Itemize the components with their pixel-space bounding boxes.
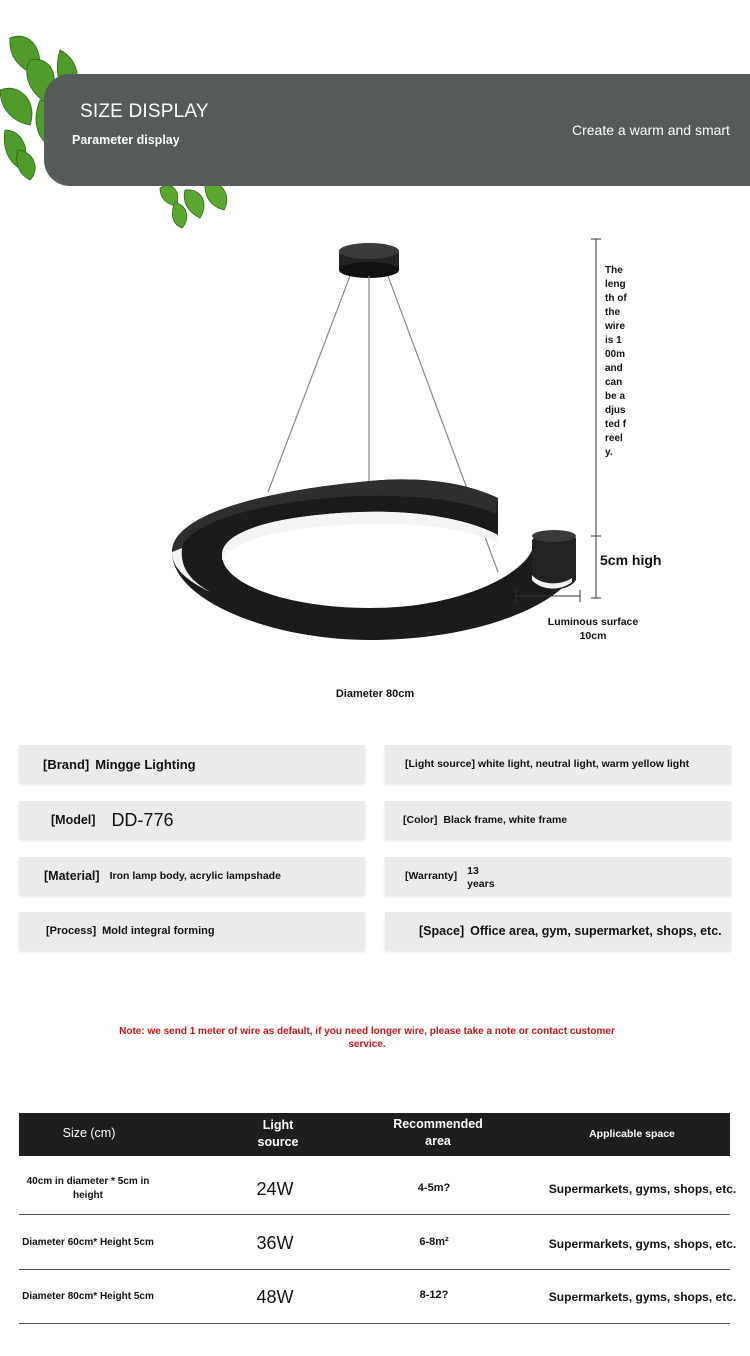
param-space-key: [Space] (419, 924, 465, 938)
param-color-key: [Color] (403, 814, 438, 826)
height-label: 5cm high (600, 552, 662, 568)
param-warranty-key: [Warranty] (405, 870, 458, 882)
param-space-value: Office area, gym, supermarket, shops, etc. (470, 924, 722, 938)
param-process (19, 912, 365, 950)
table-row-1-size: 40cm in diameter * 5cm in height (26, 1176, 150, 1201)
table-header-space: Applicable space (589, 1128, 675, 1140)
param-process-key: [Process] (46, 925, 97, 937)
table-row-3-power: 48W (256, 1287, 294, 1307)
param-light-source (385, 745, 731, 783)
param-light-source-text (405, 758, 689, 770)
param-space (385, 912, 731, 950)
luminous-surface-title: Luminous surface (547, 616, 639, 628)
param-light-source-key: [Light source] (405, 758, 475, 770)
banner-tagline: Create a warm and smart (572, 122, 730, 138)
banner-title: SIZE DISPLAY (80, 101, 209, 122)
luminous-surface-label (547, 615, 639, 643)
table-row-2-space: Supermarkets, gyms, shops, etc. (548, 1237, 737, 1251)
param-brand (19, 745, 365, 783)
table-row-1-space: Supermarkets, gyms, shops, etc. (548, 1182, 737, 1196)
table-row-2-area: 6-8m² (419, 1236, 449, 1248)
table-header-size: Size (cm) (62, 1126, 116, 1140)
param-process-value: Mold integral forming (102, 925, 215, 937)
param-material (19, 857, 365, 895)
table-header-light-source: Light source (257, 1118, 299, 1149)
table-row-2-size: Diameter 60cm* Height 5cm (22, 1237, 154, 1248)
table-row-3-area: 8-12? (419, 1289, 449, 1301)
param-brand-key: [Brand] (43, 756, 90, 772)
param-brand-value: Mingge Lighting (95, 756, 196, 772)
luminous-surface-value: 10cm (579, 630, 607, 642)
lamp-illustration (160, 230, 600, 650)
table-row-1-area: 4-5m? (417, 1182, 451, 1194)
param-material-value: Iron lamp body, acrylic lampshade (109, 870, 281, 882)
param-color (385, 801, 731, 839)
table-row-divider (19, 1269, 730, 1270)
param-warranty (385, 857, 731, 895)
param-model (19, 801, 365, 839)
param-color-value: Black frame, white frame (443, 814, 568, 826)
wire-length-note: The length of the wire is 100m and can be adjusted freely. (605, 265, 627, 458)
table-row-1-power: 24W (256, 1179, 294, 1199)
banner-subtitle: Parameter display (72, 133, 180, 147)
param-warranty-value: 13 years (467, 865, 495, 890)
param-material-key: [Material] (44, 869, 100, 883)
table-row-divider (19, 1323, 730, 1324)
table-row-2-power: 36W (256, 1233, 294, 1253)
param-model-key: [Model] (51, 813, 96, 827)
table-header-area: Recommended area (393, 1117, 483, 1148)
table-row-3-space: Supermarkets, gyms, shops, etc. (548, 1290, 737, 1304)
diameter-label: Diameter 80cm (335, 688, 415, 700)
param-light-source-value: white light, neutral light, warm yellow light (477, 758, 690, 770)
wire-length-dimension (588, 236, 604, 600)
param-model-value: DD-776 (111, 809, 174, 830)
table-row-3-size: Diameter 80cm* Height 5cm (22, 1291, 154, 1302)
table-row-divider (19, 1214, 730, 1215)
wire-note-warning: Note: we send 1 meter of wire as default, if you need longer wire, please take a note or contact customer service. (119, 1026, 615, 1050)
